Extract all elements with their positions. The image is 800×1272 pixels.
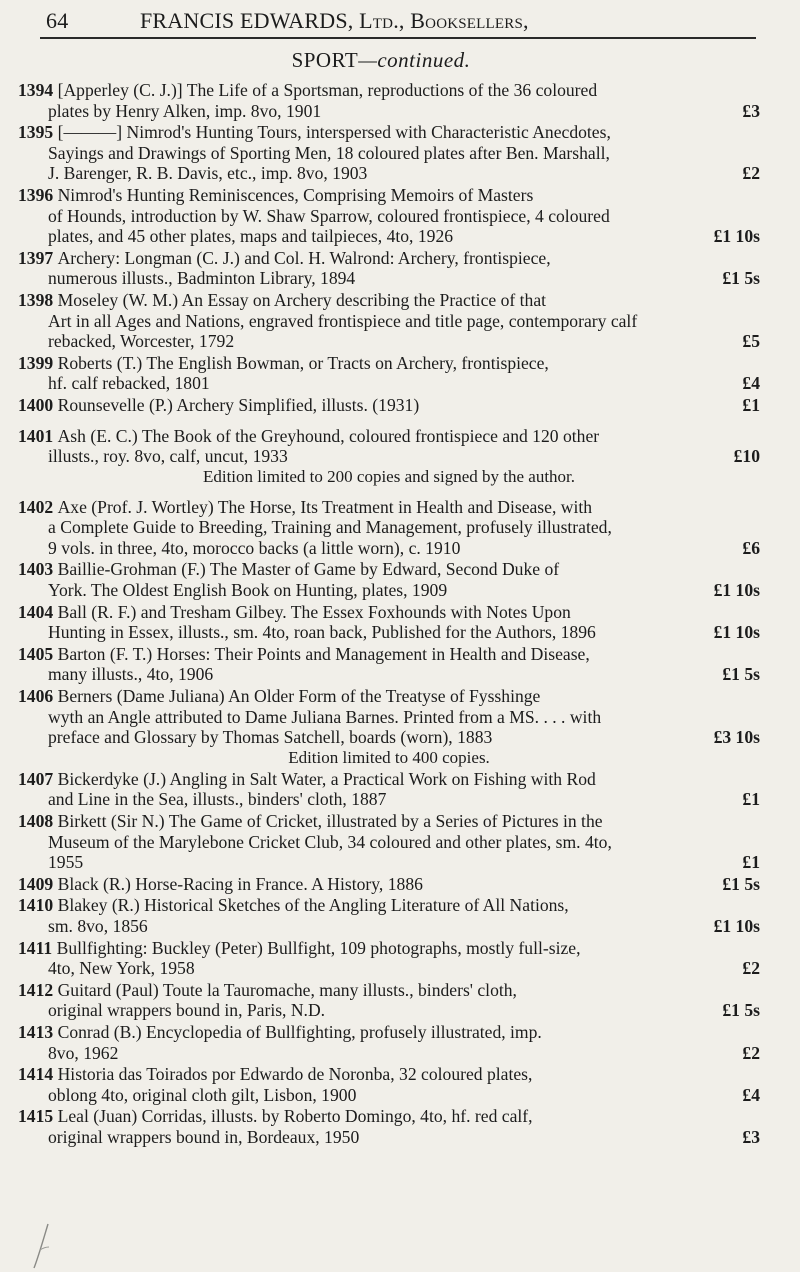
entry-text: original wrappers bound in, Bordeaux, 1950 [48,1126,360,1147]
price: £4 [742,1084,760,1105]
entry-text: preface and Glossary by Thomas Satchell, boards (worn), 1883 [48,727,493,748]
entry-line [18,331,760,352]
entry-line [18,268,760,289]
entry-text: Ash (E. C.) The Book of the Greyhound, coloured frontispiece and 120 other [57,425,600,446]
lot-number: 1396 [18,184,58,205]
entry-text: plates by Henry Alken, imp. 8vo, 1901 [48,100,322,121]
entry-text: sm. 8vo, 1856 [48,915,148,936]
entry-text: Black (R.) Horse-Racing in France. A History, 1886 [57,873,423,894]
price: £3 [742,1126,760,1147]
entry-line [18,580,760,601]
entry-line [18,832,760,853]
entry-text: numerous illusts., Badminton Library, 1894 [48,268,356,289]
lot-number: 1404 [18,601,58,622]
catalogue-entry [18,122,760,184]
lot-number: 1401 [18,425,58,446]
entry-text: of Hounds, introduction by W. Shaw Sparrow, coloured frontispiece, 4 coloured [48,205,610,226]
entry-text: Berners (Dame Juliana) An Older Form of the Treatyse of Fysshinge [57,686,541,707]
entry-line [18,1043,760,1064]
entry-line [18,538,760,559]
entry-line [18,311,760,332]
lot-number: 1394 [18,80,58,100]
entry-text: Leal (Juan) Corridas, illusts. by Roberto Domingo, 4to, hf. red calf, [57,1106,533,1127]
entry-line [18,517,760,538]
entry-text: Roberts (T.) The English Bowman, or Tracts on Archery, frontispiece, [57,352,549,373]
entry-first-line [18,938,760,959]
lot-number: 1410 [18,895,58,916]
entry-line [18,373,760,394]
entry-text: Nimrod's Hunting Reminiscences, Comprising Memoirs of Masters [57,184,534,205]
catalogue-entry [18,353,760,394]
price: £4 [742,373,760,394]
entry-line [18,958,760,979]
entry-text: a Complete Guide to Breeding, Training and Management, profusely illustrated, [48,517,612,538]
entry-line [18,1085,760,1106]
section-title: SPORT [291,48,359,72]
lot-number: 1409 [18,873,58,894]
lot-number: 1400 [18,394,58,415]
entry-text: Blakey (R.) Historical Sketches of the Angling Literature of All Nations, [57,895,569,916]
lot-number: 1411 [18,937,57,958]
entry-first-line [18,1064,760,1085]
entry-first-line [18,686,760,707]
entry-text: plates, and 45 other plates, maps and tailpieces, 4to, 1926 [48,226,454,247]
pencil-mark-icon [30,1220,54,1270]
catalogue-entry [18,559,760,600]
price: £1 5s [722,873,760,894]
header-rule [40,37,756,39]
entry-text: 9 vols. in three, 4to, morocco backs (a little worn), c. 1910 [48,537,461,558]
lot-number: 1402 [18,496,58,517]
publisher-heading: FRANCIS EDWARDS, Ltd., Booksellers, [140,8,529,33]
catalogue-list [18,80,760,1149]
lot-number: 1407 [18,768,58,789]
entry-text: Sayings and Drawings of Sporting Men, 18 coloured plates after Ben. Marshall, [48,142,610,163]
catalogue-entry [18,874,760,895]
price: £1 10s [713,915,760,936]
lot-number: 1403 [18,559,58,580]
entry-first-line [18,769,760,790]
entry-text: Ball (R. F.) and Tresham Gilbey. The Essex Foxhounds with Notes Upon [57,601,571,622]
entry-first-line [18,248,760,269]
entry-first-line [18,895,760,916]
catalogue-entry [18,980,760,1021]
catalogue-entry [18,80,760,121]
price: £6 [742,537,760,558]
page-header [40,2,756,38]
entry-first-line [18,80,760,101]
section-heading [0,48,762,73]
entry-line [18,622,760,643]
entry-text: oblong 4to, original cloth gilt, Lisbon, 1900 [48,1084,357,1105]
entry-line [18,101,760,122]
entry-line [18,206,760,227]
price: £3 [742,100,760,121]
catalogue-entry [18,602,760,643]
entry-text: Barton (F. T.) Horses: Their Points and Management in Health and Disease, [57,643,590,664]
entry-text: Art in all Ages and Nations, engraved frontispiece and title page, contemporary calf [48,310,638,331]
lot-number: 1414 [18,1064,58,1085]
entry-first-line [18,497,760,518]
catalogue-entry [18,395,760,416]
entry-text: many illusts., 4to, 1906 [48,664,214,685]
entry-text: Moseley (W. M.) An Essay on Archery describing the Practice of that [57,289,547,310]
catalogue-entry [18,644,760,685]
price: £1 10s [713,226,760,247]
entry-first-line [18,811,760,832]
price: £1 [742,852,760,873]
entry-line [18,163,760,184]
entry-first-line [18,980,760,1001]
catalogue-entry [18,895,760,936]
price: £3 10s [713,727,760,748]
edition-note: Edition limited to 400 copies. [288,747,490,767]
entry-text: Axe (Prof. J. Wortley) The Horse, Its Treatment in Health and Disease, with [57,496,593,517]
lot-number: 1412 [18,979,58,1000]
price: £1 5s [722,268,760,289]
entry-first-line [18,1106,760,1127]
entry-line [18,852,760,873]
price: £10 [733,446,760,467]
entry-text: Archery: Longman (C. J.) and Col. H. Walrond: Archery, frontispiece, [57,247,551,268]
catalogue-entry [18,938,760,979]
price: £1 10s [713,622,760,643]
entry-first-line [18,395,760,416]
lot-number: 1399 [18,352,58,373]
entry-text: Hunting in Essex, illusts., sm. 4to, roan back, Published for the Authors, 1896 [48,622,596,643]
price: £2 [742,163,760,184]
catalogue-entry [18,1106,760,1147]
entry-first-line [18,185,760,206]
entry-text: [———] Nimrod's Hunting Tours, interspersed with Characteristic Anecdotes, [57,122,611,143]
catalogue-entry [18,811,760,873]
entry-line [18,789,760,810]
catalogue-entry [18,185,760,247]
price: £1 5s [722,664,760,685]
catalogue-entry [18,248,760,289]
entry-text: 4to, New York, 1958 [48,958,195,979]
entry-text: Museum of the Marylebone Cricket Club, 34 coloured and other plates, sm. 4to, [48,831,612,852]
lot-number: 1405 [18,643,58,664]
entry-text: illusts., roy. 8vo, calf, uncut, 1933 [48,446,288,467]
catalogue-entry [18,686,760,768]
entry-first-line [18,602,760,623]
entry-line [18,707,760,728]
entry-text: hf. calf rebacked, 1801 [48,373,210,394]
lot-number: 1397 [18,247,58,268]
entry-text: Historia das Toirados por Edwardo de Noronba, 32 coloured plates, [57,1064,533,1085]
entry-line [18,143,760,164]
entry-line [18,664,760,685]
entry-text: rebacked, Worcester, 1792 [48,331,235,352]
lot-number: 1415 [18,1106,58,1127]
entry-line [18,1000,760,1021]
entry-first-line [18,644,760,665]
page-number: 64 [46,8,69,33]
lot-number: 1413 [18,1021,58,1042]
entry-text: Birkett (Sir N.) The Game of Cricket, illustrated by a Series of Pictures in the [57,811,603,831]
entry-text: wyth an Angle attributed to Dame Juliana Barnes. Printed from a MS. . . . with [48,706,602,727]
entry-text: Bickerdyke (J.) Angling in Salt Water, a Practical Work on Fishing with Rod [57,768,596,789]
entry-text: 8vo, 1962 [48,1042,119,1063]
entry-text: J. Barenger, R. B. Davis, etc., imp. 8vo, 1903 [48,163,368,184]
entry-text: Guitard (Paul) Toute la Tauromache, many illusts., binders' cloth, [57,979,517,1000]
entry-line [18,1127,760,1148]
lot-number: 1406 [18,686,58,707]
entry-text: Bullfighting: Buckley (Peter) Bullfight, 109 photographs, mostly full-size, [56,937,581,958]
entry-first-line [18,426,760,447]
entry-text: Rounsevelle (P.) Archery Simplified, illusts. (1931) [57,394,420,415]
price: £5 [742,331,760,352]
catalogue-entry [18,497,760,559]
entry-first-line [18,290,760,311]
price: £2 [742,1042,760,1063]
entry-line [18,446,760,467]
entry-text: and Line in the Sea, illusts., binders' cloth, 1887 [48,789,387,810]
catalogue-entry [18,290,760,352]
entry-first-line [18,353,760,374]
entry-text: 1955 [48,852,84,873]
entry-first-line [18,559,760,580]
edition-note: Edition limited to 200 copies and signed by the author. [202,466,576,486]
entry-text: York. The Oldest English Book on Hunting, plates, 1909 [48,580,448,601]
price: £1 [742,789,760,810]
entry-line [18,727,760,748]
catalogue-entry [18,1064,760,1105]
lot-number: 1408 [18,811,58,831]
lot-number: 1398 [18,289,58,310]
entry-text: Conrad (B.) Encyclopedia of Bullfighting, profusely illustrated, imp. [57,1021,542,1042]
entry-first-line [18,1022,760,1043]
entry-line [18,226,760,247]
price: £1 [742,394,760,415]
price: £2 [742,958,760,979]
price: £1 5s [722,1000,760,1021]
entry-first-line [18,122,760,143]
price: £1 10s [713,580,760,601]
entry-line [18,916,760,937]
section-continued: —continued. [358,48,471,72]
entry-first-line [18,874,760,895]
catalogue-entry [18,769,760,810]
catalogue-entry [18,1022,760,1063]
entry-text: Baillie-Grohman (F.) The Master of Game by Edward, Second Duke of [57,559,560,580]
entry-text: [Apperley (C. J.)] The Life of a Sportsman, reproductions of the 36 coloured [57,80,598,100]
lot-number: 1395 [18,122,58,143]
catalogue-entry [18,426,760,487]
entry-text: original wrappers bound in, Paris, N.D. [48,1000,326,1021]
